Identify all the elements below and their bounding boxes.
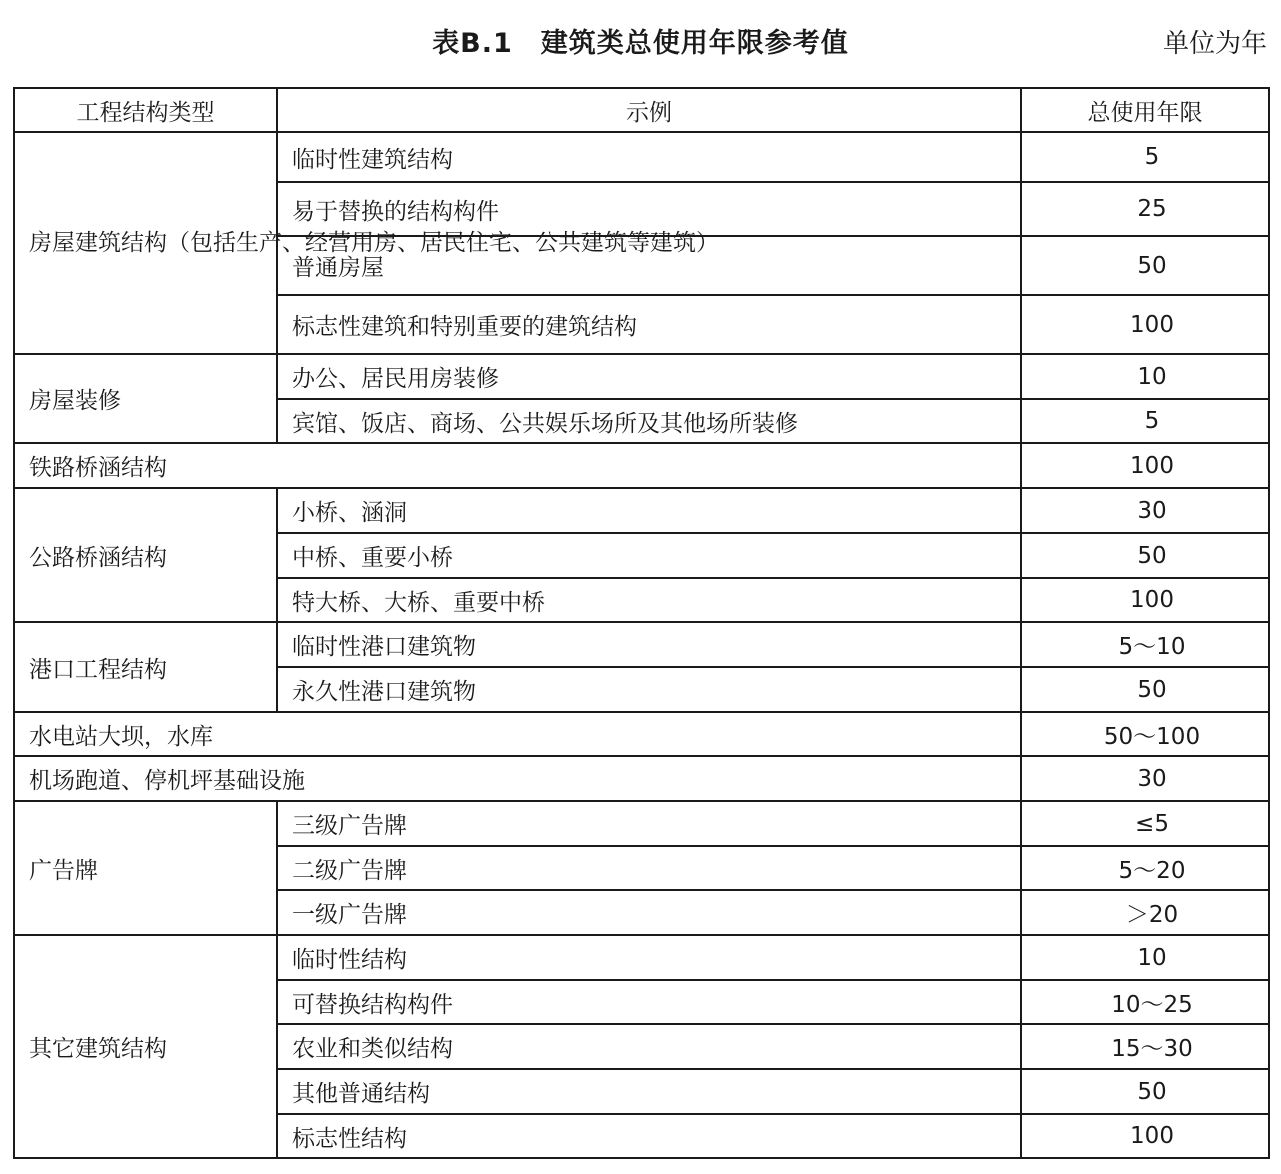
example-cell: 办公、居民用房装修 xyxy=(277,354,1021,399)
years-cell: 100 xyxy=(1021,295,1269,354)
example-cell: 农业和类似结构 xyxy=(277,1024,1021,1069)
example-cell: 三级广告牌 xyxy=(277,801,1021,846)
example-cell: 标志性结构 xyxy=(277,1114,1021,1158)
years-cell: 100 xyxy=(1021,578,1269,622)
unit-label: 单位为年 xyxy=(1162,29,1267,59)
header-row xyxy=(14,88,1269,132)
years-cell: 10～25 xyxy=(1021,980,1269,1024)
example-cell: 临时性建筑结构 xyxy=(277,132,1021,182)
years-cell: 50～100 xyxy=(1021,712,1269,756)
years-cell: 5～20 xyxy=(1021,846,1269,890)
structure-type-cell: 房屋建筑结构（包括生产、经营用房、居民住宅、公共建筑等建筑） xyxy=(14,132,277,354)
years-cell: 50 xyxy=(1021,236,1269,295)
years-cell: 50 xyxy=(1021,667,1269,712)
years-cell: 50 xyxy=(1021,1069,1269,1114)
example-cell: 标志性建筑和特别重要的建筑结构 xyxy=(277,295,1021,354)
example-cell: 永久性港口建筑物 xyxy=(277,667,1021,712)
table-row xyxy=(14,443,1269,488)
table-title: 表B.1 建筑类总使用年限参考值 xyxy=(432,28,849,59)
years-cell: 10 xyxy=(1021,354,1269,399)
example-cell: 易于替换的结构构件 xyxy=(277,182,1021,236)
example-cell: 临时性结构 xyxy=(277,935,1021,980)
structure-type-cell: 机场跑道、停机坪基础设施 xyxy=(14,756,1021,801)
years-cell: 5 xyxy=(1021,399,1269,443)
years-cell: 10 xyxy=(1021,935,1269,980)
structure-type-cell: 水电站大坝，水库 xyxy=(14,712,1021,756)
structure-type-cell: 公路桥涵结构 xyxy=(14,488,277,622)
table-row xyxy=(14,132,1269,182)
years-cell: 100 xyxy=(1021,1114,1269,1158)
years-cell: ＞20 xyxy=(1021,890,1269,935)
example-cell: 普通房屋 xyxy=(277,236,1021,295)
table-row xyxy=(14,801,1269,846)
years-cell: 15～30 xyxy=(1021,1024,1269,1069)
structure-type-cell: 港口工程结构 xyxy=(14,622,277,712)
example-cell: 特大桥、大桥、重要中桥 xyxy=(277,578,1021,622)
example-cell: 可替换结构构件 xyxy=(277,980,1021,1024)
example-cell: 宾馆、饭店、商场、公共娱乐场所及其他场所装修 xyxy=(277,399,1021,443)
years-cell: 25 xyxy=(1021,182,1269,236)
example-cell: 小桥、涵洞 xyxy=(277,488,1021,533)
table-row xyxy=(14,354,1269,399)
structure-type-cell: 其它建筑结构 xyxy=(14,935,277,1158)
service-life-table xyxy=(13,87,1270,1159)
column-header-years: 总使用年限 xyxy=(1021,88,1269,132)
table-row xyxy=(14,488,1269,533)
years-cell: 5 xyxy=(1021,132,1269,182)
structure-type-cell: 房屋装修 xyxy=(14,354,277,443)
example-cell: 其他普通结构 xyxy=(277,1069,1021,1114)
example-cell: 二级广告牌 xyxy=(277,846,1021,890)
table-row xyxy=(14,935,1269,980)
years-cell: 30 xyxy=(1021,488,1269,533)
column-header-type: 工程结构类型 xyxy=(14,88,277,132)
table-row xyxy=(14,756,1269,801)
structure-type-cell: 铁路桥涵结构 xyxy=(14,443,1021,488)
years-cell: 50 xyxy=(1021,533,1269,578)
column-header-example: 示例 xyxy=(277,88,1021,132)
years-cell: 5～10 xyxy=(1021,622,1269,667)
example-cell: 一级广告牌 xyxy=(277,890,1021,935)
table-row xyxy=(14,622,1269,667)
table-row xyxy=(14,712,1269,756)
structure-type-cell: 广告牌 xyxy=(14,801,277,935)
example-cell: 中桥、重要小桥 xyxy=(277,533,1021,578)
years-cell: 100 xyxy=(1021,443,1269,488)
example-cell: 临时性港口建筑物 xyxy=(277,622,1021,667)
years-cell: ≤5 xyxy=(1021,801,1269,846)
years-cell: 30 xyxy=(1021,756,1269,801)
